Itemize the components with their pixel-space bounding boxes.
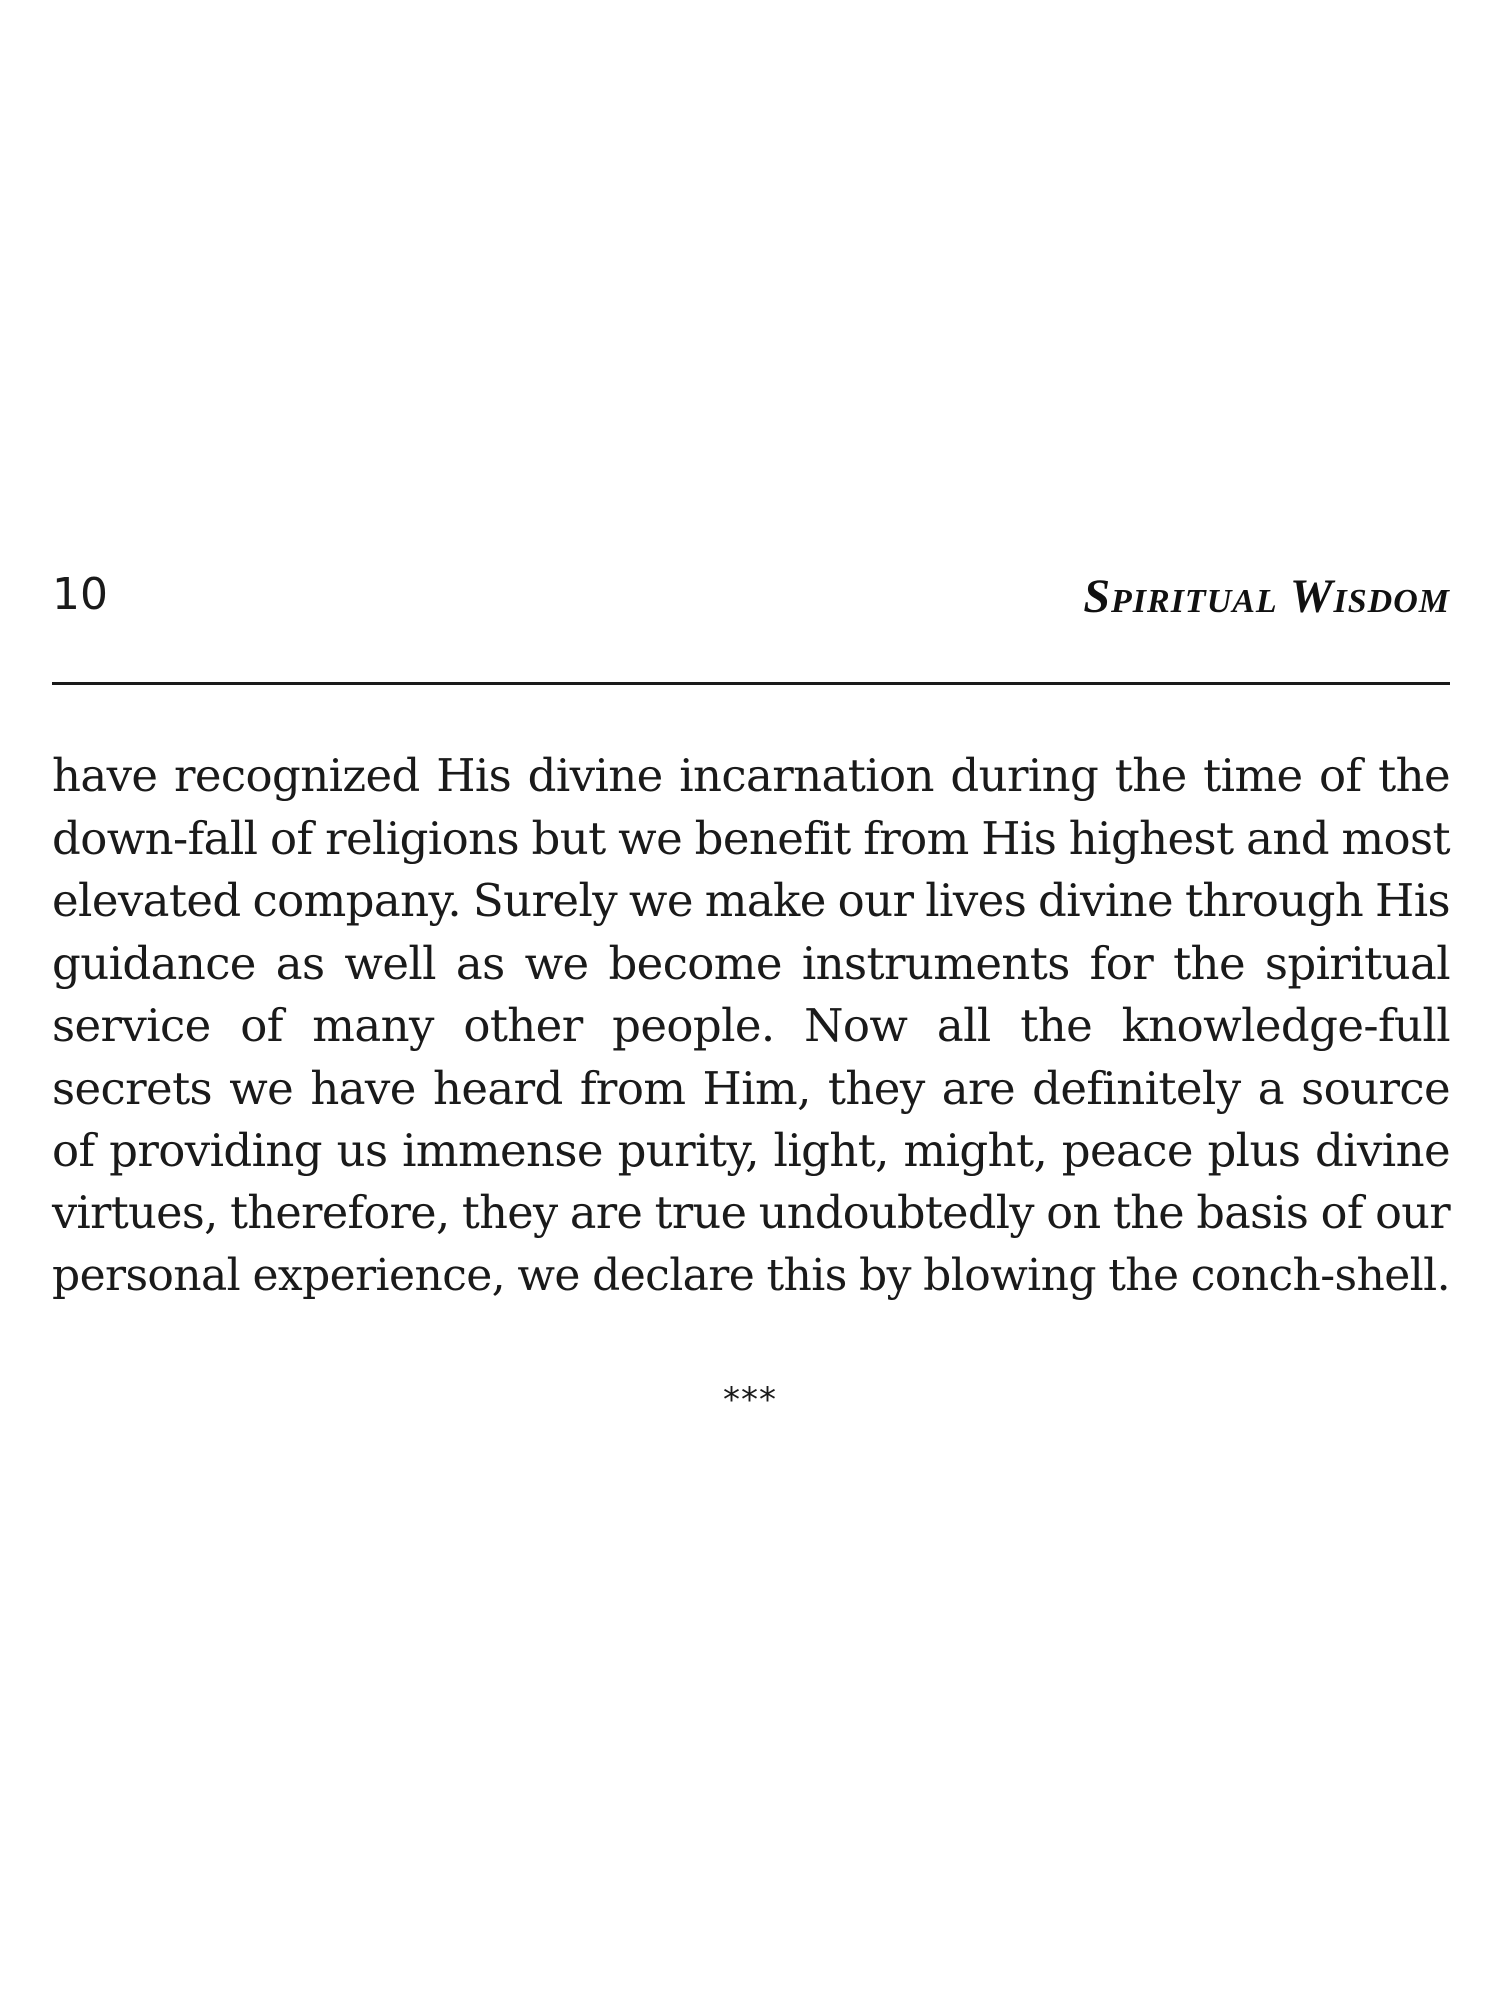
text-line: down-fall of religions but we benefit from His highest and most — [52, 811, 1450, 865]
page-header — [52, 565, 1450, 635]
text-line: virtues, therefore, they are true undoubtedly on the basis of our — [52, 1187, 1450, 1239]
page-number: 10 — [52, 569, 108, 620]
section-separator: *** — [723, 1380, 777, 1420]
text-line: personal experience, we declare this by blowing the conch-shell. — [52, 1250, 1450, 1301]
text-line: secrets we have heard from Him, they are definitely a source — [52, 1061, 1450, 1115]
body-paragraph — [52, 745, 1450, 1308]
text-line: elevated company. Surely we make our lives divine through His — [52, 874, 1450, 927]
text-line: have recognized His divine incarnation during the time of the — [52, 749, 1450, 802]
text-line: guidance as well as we become instruments for the spiritual — [52, 936, 1450, 990]
running-title: Spiritual Wisdom — [1083, 570, 1450, 623]
header-rule — [52, 682, 1450, 685]
text-line: of providing us immense purity, light, might, peace plus divine — [52, 1124, 1450, 1177]
text-line: service of many other people. Now all the knowledge-full — [52, 999, 1450, 1052]
